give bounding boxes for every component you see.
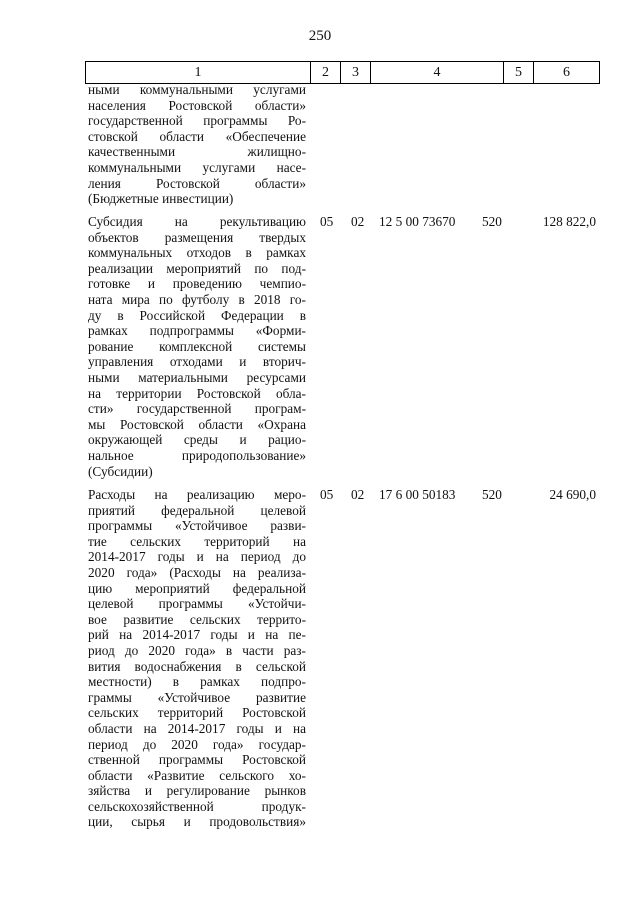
text-line: реализации мероприятий по под- — [88, 260, 306, 276]
column-header-2: 2 — [310, 62, 340, 83]
text-line: сти» государственной програм- — [88, 401, 306, 417]
cell-section: 05 — [320, 214, 334, 229]
cell-target-article: 12 5 00 73670 — [379, 214, 456, 229]
text-line: 2020 года» (Расходы на реализа- — [88, 564, 306, 580]
cell-section: 05 — [320, 487, 334, 502]
text-line: области «Развитие сельского хо- — [88, 767, 306, 783]
text-line: 2014-2017 годы и на период до — [88, 549, 306, 565]
column-header-3: 3 — [340, 62, 370, 83]
text-line: качественными жилищно- — [88, 144, 306, 160]
text-line: (Бюджетные инвестиции) — [88, 191, 234, 207]
text-line: граммы «Устойчивое развитие — [88, 689, 306, 705]
text-line: области на 2014-2017 годы и на — [88, 720, 306, 736]
cell-amount: 128 822,0 — [542, 214, 596, 229]
text-line: населения Ростовской области» — [88, 97, 306, 113]
text-line: нальное природопользование» — [88, 447, 306, 463]
table-header — [85, 61, 600, 84]
text-line: ными коммунальными услугами — [88, 82, 306, 97]
cell-subsection: 02 — [351, 214, 365, 229]
cell-amount: 24 690,0 — [549, 487, 596, 502]
text-line: коммунальных отходов в рамках — [88, 245, 306, 261]
text-line: сельскохозяйственной продук- — [88, 798, 306, 814]
column-header-6: 6 — [533, 62, 600, 83]
text-line: целевой программы «Устойчи- — [88, 596, 306, 612]
text-line: объектов размещения твердых — [88, 229, 306, 245]
text-line: на территории Ростовской обла- — [88, 385, 306, 401]
cell-expense-type: 520 — [482, 487, 502, 502]
text-line: программы «Устойчивое разви- — [88, 518, 306, 534]
cell-expense-type: 520 — [482, 214, 502, 229]
text-line: стовской области «Обеспечение — [88, 128, 306, 144]
text-line: Субсидия на рекультивацию — [88, 214, 306, 229]
text-line: окружающей среды и рацио- — [88, 432, 306, 448]
text-line: цию мероприятий федеральной — [88, 580, 306, 596]
text-line: управления отходами и вторич- — [88, 354, 306, 370]
text-line: ными материальными ресурсами — [88, 369, 306, 385]
text-line: рование комплексной системы — [88, 338, 306, 354]
table-row-description — [88, 82, 306, 207]
text-line: Расходы на реализацию меро- — [88, 487, 306, 502]
text-line: коммунальными услугами насе- — [88, 159, 306, 175]
text-line: мы Ростовской области «Охрана — [88, 416, 306, 432]
text-line: рамках подпрограммы «Форми- — [88, 323, 306, 339]
text-line: вое развитие сельских террито- — [88, 611, 306, 627]
table-row-description — [88, 487, 306, 830]
text-line: готовке и проведению чемпио- — [88, 276, 306, 292]
text-line: ната мира по футболу в 2018 го- — [88, 291, 306, 307]
column-header-4: 4 — [370, 62, 503, 83]
text-line: риод до 2020 года» в части раз- — [88, 642, 306, 658]
text-line: ления Ростовской области» — [88, 175, 306, 191]
text-line: приятий федеральной целевой — [88, 502, 306, 518]
text-line: ции, сырья и продовольствия» — [88, 814, 306, 830]
text-line: тие сельских территорий на — [88, 533, 306, 549]
table-row-description — [88, 214, 306, 479]
text-line: зяйства и регулирование рынков — [88, 783, 306, 799]
text-line: период до 2020 года» государ- — [88, 736, 306, 752]
text-line: (Субсидии) — [88, 463, 153, 479]
column-header-5: 5 — [503, 62, 533, 83]
text-line: ду в Российской Федерации в — [88, 307, 306, 323]
column-header-1: 1 — [85, 62, 310, 83]
cell-subsection: 02 — [351, 487, 365, 502]
text-line: рий на 2014-2017 годы и на пе- — [88, 627, 306, 643]
text-line: сельских территорий Ростовской — [88, 705, 306, 721]
text-line: государственной программы Ро- — [88, 113, 306, 129]
text-line: вития водоснабжения в сельской — [88, 658, 306, 674]
text-line: ственной программы Ростовской — [88, 752, 306, 768]
page-number: 250 — [308, 28, 332, 44]
cell-target-article: 17 6 00 50183 — [379, 487, 456, 502]
text-line: местности) в рамках подпро- — [88, 674, 306, 690]
